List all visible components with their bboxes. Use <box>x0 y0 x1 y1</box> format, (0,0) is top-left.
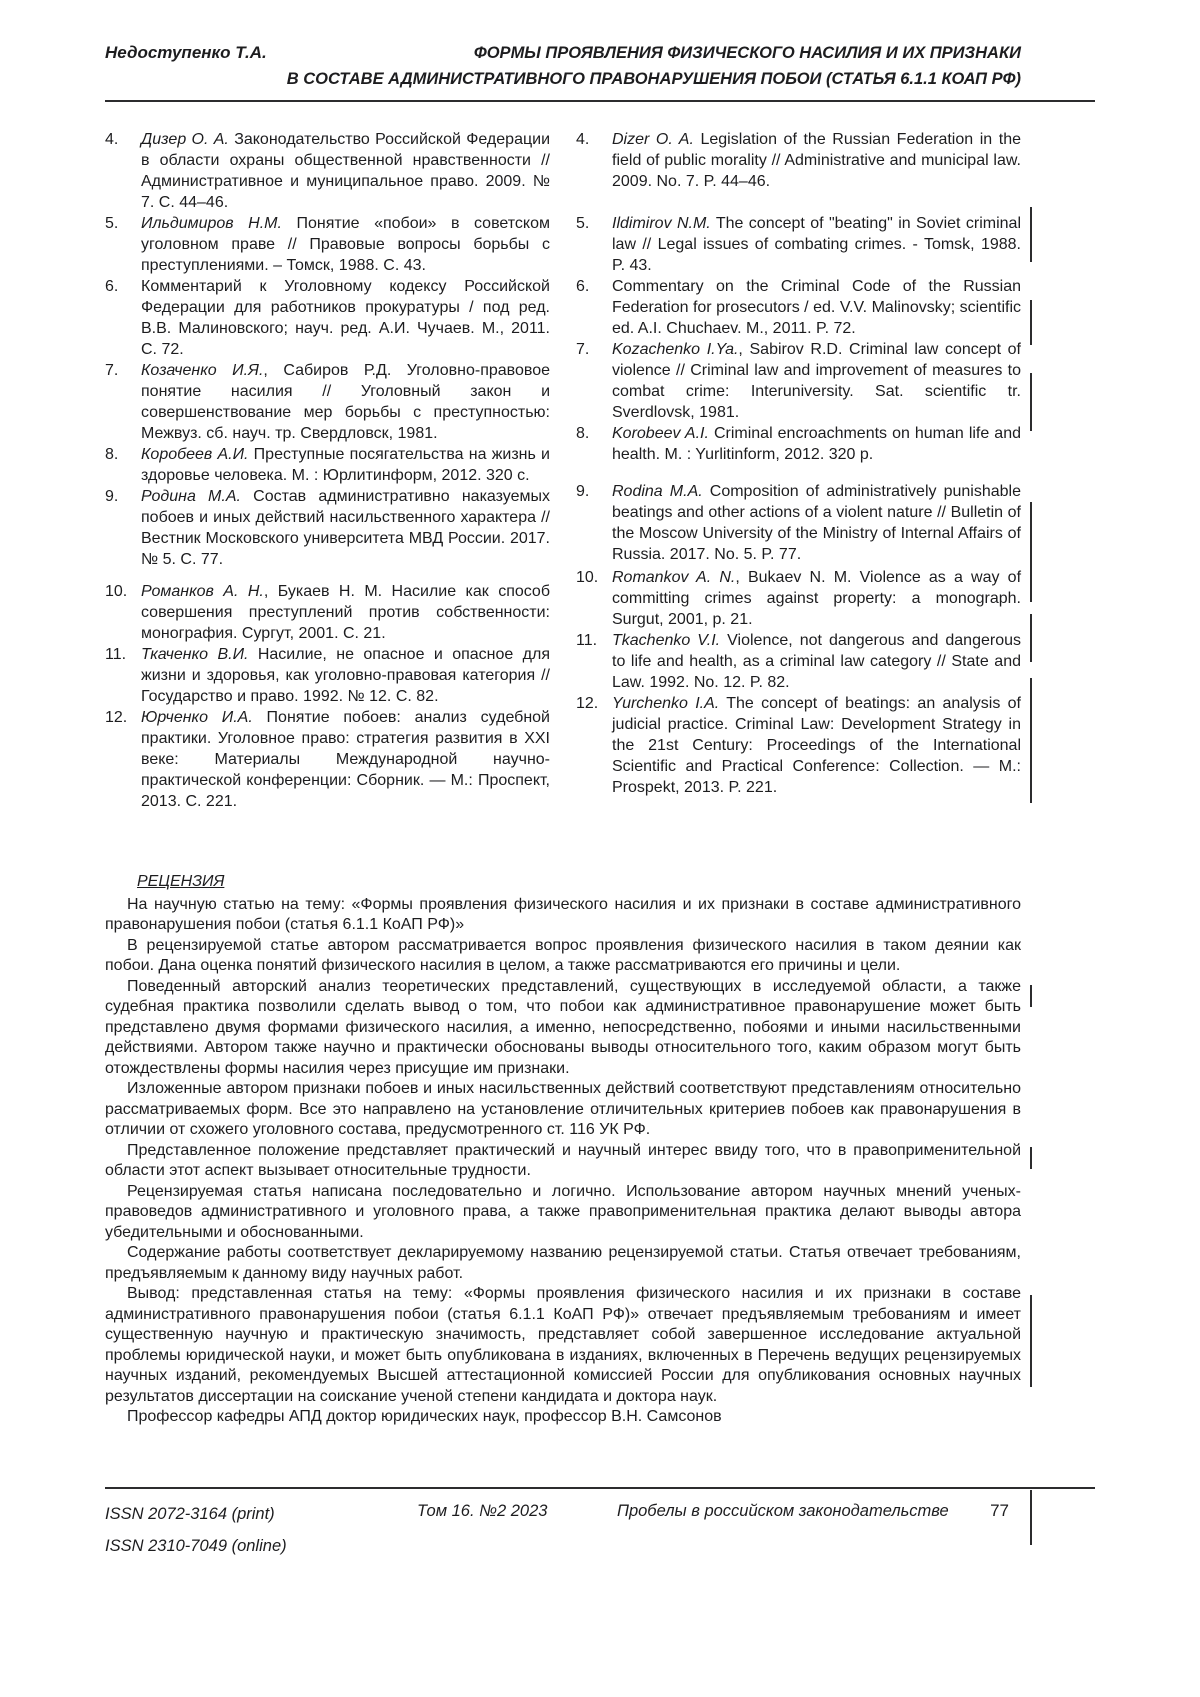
reference-text: Состав административно наказуемых побоев и иных действий насильственного характера // Вестник Московского университета МВД России. 2017. № 5. С. 77. <box>141 488 551 568</box>
reference-authors: Dizer O. A. <box>612 131 694 148</box>
reference-text: Legislation of the Russian Federation in the field of public morality // Administrative and municipal law. 2009. No. 7. P. 44–46. <box>612 131 1022 190</box>
reference-item <box>576 423 1021 465</box>
margin-change-bar <box>1030 678 1032 803</box>
reference-item <box>105 276 550 360</box>
reference-number: 5. <box>105 215 119 232</box>
review-paragraph: Рецензируемая статья написана последовательно и логично. Использование автором научных мнений ученых-правоведов административного и уголовного права, а также правоприменительная практика делают выводы автора убедительными и обоснованными. <box>105 1182 1021 1241</box>
reference-authors: Ткаченко В.И. <box>141 646 249 663</box>
reference-authors: Дизер О. А. <box>141 131 229 148</box>
margin-change-bar <box>1030 1490 1032 1545</box>
review-paragraph: Поведенный авторский анализ теоретических представлений, существующих в исследуемой области, а также судебная практика позволили сделать вывод о том, что побои как административное правонарушение может быть представлено двумя формами физического насилия, а именно, непосредственно, побоями и иными насильственными действиями. Автором также научно и практически обоснованы выводы относительного того, каким образом могут быть отождествлены формы насилия через присущие им признаки. <box>105 977 1021 1077</box>
reference-number: 7. <box>105 362 119 379</box>
reference-number: 11. <box>576 632 598 649</box>
page-header <box>105 40 1021 92</box>
reference-item <box>105 360 550 444</box>
running-head-title <box>287 40 1021 92</box>
reference-item <box>105 213 550 276</box>
reference-number: 12. <box>576 695 599 712</box>
reference-text: , Букаев Н. М. Насилие как способ совершения преступлений против собственности: монография. Сургут, 2001. С. 21. <box>141 583 550 642</box>
reference-number: 9. <box>576 483 590 500</box>
review-signature: Профессор кафедры АПД доктор юридических наук, профессор В.Н. Самсонов <box>127 1408 722 1425</box>
margin-change-bar <box>1030 207 1032 262</box>
review-paragraph: Представленное положение представляет практический и научный интерес ввиду того, что в правоприменительной области этот аспект вызывает относительные трудности. <box>105 1141 1021 1179</box>
reference-authors: Ильдимиров Н.М. <box>141 215 282 232</box>
footer-journal-title: Пробелы в российском законодательстве <box>617 1502 949 1520</box>
review-paragraph: На научную статью на тему: «Формы проявления физического насилия и их признаки в составе административного правонарушения побои (статья 6.1.1 КоАП РФ)» <box>105 895 1021 933</box>
review-paragraph: Вывод: представленная статья на тему: «Формы проявления физического насилия и их признаки в составе административного правонарушения побои (статья 6.1.1 КоАП РФ)» отвечает предъявляемым требованиям и имеет существенную научную и практическую значимость, представляет собой завершенное исследование актуальной проблемы юридической науки, и может быть опубликована в изданиях, включенных в Перечень ведущих рецензируемых научных изданий, рекомендуемых Высшей аттестационной комиссией России для опубликования основных научных результатов диссертации на соискание ученой степени кандидата и доктора наук. <box>105 1285 1021 1405</box>
review-section <box>105 872 1021 1428</box>
footer-rule <box>105 1487 1095 1489</box>
margin-change-bar <box>1030 300 1032 345</box>
reference-number: 8. <box>105 446 119 463</box>
reference-text: , Сабиров Р.Д. Уголовно-правовое понятие насилия // Уголовный закон и совершенствование мер борьбы с преступностью: Межвуз. сб. науч. тр. Свердловск, 1981. <box>141 362 551 442</box>
reference-item <box>576 481 1021 565</box>
reference-item <box>105 644 550 707</box>
review-paragraph: Содержание работы соответствует декларируемому названию рецензируемой статьи. Статья отвечает требованиям, предъявляемым к данному виду научных работ. <box>105 1244 1021 1282</box>
reference-number: 4. <box>105 131 119 148</box>
margin-change-bar <box>1030 614 1032 662</box>
reference-authors: Юрченко И.А. <box>141 709 253 726</box>
reference-authors: Родина М.А. <box>141 488 241 505</box>
reference-item <box>105 486 550 570</box>
margin-change-bar <box>1030 985 1032 1007</box>
reference-authors: Ildimirov N.M. <box>612 215 711 232</box>
reference-number: 8. <box>576 425 590 442</box>
reference-number: 12. <box>105 709 128 726</box>
running-head-title-line1: ФОРМЫ ПРОЯВЛЕНИЯ ФИЗИЧЕСКОГО НАСИЛИЯ И ИХ ПРИЗНАКИ <box>473 44 1021 62</box>
reference-text: Преступные посягательства на жизнь и здоровье человека. М. : Юрлитинформ, 2012. 320 с. <box>141 446 550 484</box>
review-paragraph: Изложенные автором признаки побоев и иных насильственных действий соответствуют представлениям относительно рассматриваемых форм. Все это направлено на установление отличительных критериев побоев как правонарушения в отличии от схожего уголовного состава, предусмотренного ст. 116 УК РФ. <box>105 1080 1021 1138</box>
reference-item <box>576 129 1021 192</box>
reference-text: Комментарий к Уголовному кодексу Российской Федерации для работников прокуратуры / под ред. В.В. Малиновского; науч. ред. А.И. Чучаев. М., 2011. С. 72. <box>141 278 550 358</box>
reference-number: 4. <box>576 131 590 148</box>
margin-change-bar <box>1030 1147 1032 1169</box>
running-head-author: Недоступенко Т.А. <box>105 43 267 62</box>
reference-text: The concept of beatings: an analysis of judicial practice. Criminal Law: Development Strategy in the 21st Century: Proceedings of the International Scientific and Practical Conference: Collection. — М.: Prospekt, 2013. P. 221. <box>612 695 1021 796</box>
reference-item <box>576 630 1021 693</box>
page-number: 77 <box>990 1501 1009 1520</box>
header-rule <box>105 100 1095 102</box>
reference-authors: Romankov A. N. <box>612 569 736 586</box>
issn-print: ISSN 2072-3164 (print) <box>105 1505 275 1523</box>
reference-item <box>105 707 550 812</box>
references-column-english <box>576 129 1021 812</box>
reference-text: The concept of "beating" in Soviet criminal law // Legal issues of combating crimes. - Tomsk, 1988. P. 43. <box>612 215 1022 274</box>
reference-text: Commentary on the Criminal Code of the Russian Federation for prosecutors / ed. V.V. Malinovsky; scientific ed. A.I. Chuchaev. М., 2011. P. 72. <box>612 278 1021 337</box>
margin-change-bar <box>1030 502 1032 602</box>
reference-item <box>576 339 1021 423</box>
reference-authors: Козаченко И.Я. <box>141 362 264 379</box>
reference-text: Законодательство Российской Федерации в области охраны общественной нравственности // Административное и муниципальное право. 2009. № 7. С. 44–46. <box>141 131 551 211</box>
reference-authors: Korobeev A.I. <box>612 425 709 442</box>
reference-item <box>576 693 1021 798</box>
reference-number: 10. <box>105 583 128 600</box>
reference-item <box>576 213 1021 276</box>
reference-text: Composition of administratively punishable beatings and other actions of a violent nature // Bulletin of the Moscow University of the Ministry of Internal Affairs of Russia. 2017. No. 5. P. 77. <box>612 483 1021 563</box>
review-paragraph: В рецензируемой статье автором рассматривается вопрос проявления физического насилия в таком деянии как побои. Дана оценка понятий физического насилия в целом, а также рассматриваются его причины и цели. <box>105 936 1021 974</box>
reference-item <box>105 444 550 486</box>
reference-authors: Kozachenko I.Ya. <box>612 341 739 358</box>
reference-authors: Коробеев А.И. <box>141 446 249 463</box>
reference-number: 6. <box>105 278 119 295</box>
reference-authors: Романков А. Н. <box>141 583 264 600</box>
references-column-russian <box>105 129 550 812</box>
reference-item <box>576 567 1021 630</box>
margin-change-bar <box>1030 373 1032 431</box>
margin-change-bar <box>1030 1295 1032 1387</box>
references-section <box>105 129 1021 812</box>
reference-authors: Rodina M.A. <box>612 483 703 500</box>
reference-text: , Bukaev N. M. Violence as a way of committing crimes against property: a monograph. Surgut, 2001, p. 21. <box>612 569 1022 628</box>
reference-text: , Sabirov R.D. Criminal law concept of violence // Criminal law and improvement of measures to combat crime: Interuniversity. Sat. scientific tr. Sverdlovsk, 1981. <box>612 341 1021 421</box>
reference-number: 11. <box>105 646 127 663</box>
reference-text: Понятие «побои» в советском уголовном праве // Правовые вопросы борьбы с преступлениями. – Томск, 1988. С. 43. <box>141 215 550 274</box>
reference-number: 6. <box>576 278 590 295</box>
footer-volume: Том 16. №2 2023 <box>417 1502 548 1520</box>
page-footer <box>105 1498 1021 1562</box>
reference-authors: Yurchenko I.A. <box>612 695 720 712</box>
reference-text: Понятие побоев: анализ судебной практики. Уголовное право: стратегия развития в XXI веке: Материалы Международной научно-практической конференции: Сборник. — М.: Проспект, 2013. С. 221. <box>141 709 550 810</box>
reference-number: 10. <box>576 569 599 586</box>
reference-item <box>105 129 550 213</box>
reference-number: 5. <box>576 215 590 232</box>
reference-item <box>576 276 1021 339</box>
reference-item <box>105 581 550 644</box>
reference-number: 9. <box>105 488 119 505</box>
issn-online: ISSN 2310-7049 (online) <box>105 1537 287 1555</box>
reference-text: Criminal encroachments on human life and health. M. : Yurlitinform, 2012. 320 p. <box>612 425 1021 463</box>
reference-text: Насилие, не опасное и опасное для жизни и здоровья, как уголовно-правовая категория // Государство и право. 1992. № 12. С. 82. <box>141 646 551 705</box>
reference-authors: Tkachenko V.I. <box>612 632 721 649</box>
review-heading: РЕЦЕНЗИЯ <box>137 873 225 890</box>
reference-text: Violence, not dangerous and dangerous to life and health, as a criminal law category // State and Law. 1992. No. 12. P. 82. <box>612 632 1021 691</box>
reference-number: 7. <box>576 341 590 358</box>
running-head-title-line2: В СОСТАВЕ АДМИНИСТРАТИВНОГО ПРАВОНАРУШЕНИЯ ПОБОИ (СТАТЬЯ 6.1.1 КОАП РФ) <box>286 70 1021 88</box>
